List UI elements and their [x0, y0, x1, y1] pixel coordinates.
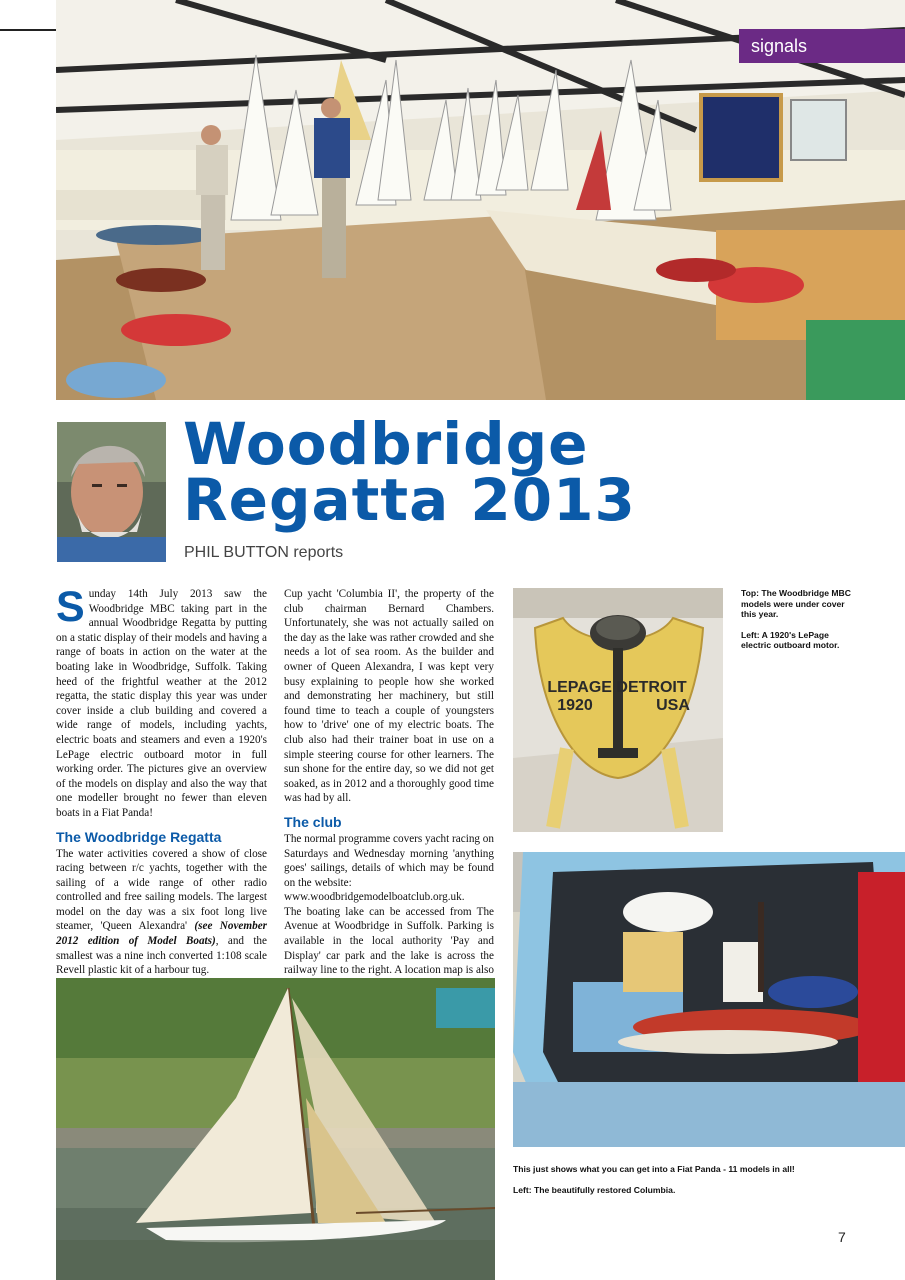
outboard-motor-photo	[513, 588, 723, 832]
caption-panda: This just shows what you can get into a Fiat Panda - 11 models in all!	[513, 1164, 795, 1174]
drop-cap: S	[56, 583, 85, 631]
motor-sign-country: USA	[656, 697, 690, 714]
caption-left-motor: Left: A 1920's LePage electric outboard motor.	[741, 629, 840, 650]
author-portrait	[57, 422, 166, 562]
title-line-1: Woodbridge	[183, 410, 589, 478]
fiat-panda-photo	[513, 852, 905, 1147]
section-tab: signals	[739, 29, 905, 63]
top-rule	[0, 29, 56, 31]
column-1	[56, 583, 268, 1007]
page-number: 7	[838, 1229, 846, 1245]
motor-sign-year: 1920	[557, 697, 593, 714]
club-website-link[interactable]: www.woodbridgemodelboatclub.org.uk.	[284, 891, 465, 904]
byline: PHIL BUTTON reports	[184, 544, 344, 561]
programme-paragraph: The normal programme covers yacht racing on Saturdays and Wednesday morning 'anything goes' sailings, details of which may be found on the website:	[284, 832, 494, 889]
caption-columbia: Left: The beautifully restored Columbia.	[513, 1184, 676, 1195]
column-2	[284, 587, 494, 1007]
article-title	[183, 410, 823, 534]
heading-woodbridge-regatta: The Woodbridge Regatta	[56, 828, 222, 845]
motor-sign-line-1: LEPAGE DETROIT	[547, 679, 687, 696]
captions-top	[741, 588, 851, 661]
intro-paragraph	[56, 583, 267, 821]
access-paragraph: The boating lake can be accessed from The Avenue at Woodbridge in Suffolk. Parking is available in the local authority 'Pay and Display' car park and the lake is across the railway line to the right. A location map is also	[284, 905, 494, 1007]
title-line-2: Regatta 2013	[183, 466, 636, 534]
magazine-reference: (see November 2012 edition of Model Boats)	[56, 920, 268, 948]
intro-text: unday 14th July 2013 saw the Woodbridge MBC taking part in the annual Woodbridge Regatta by putting on a static display of their models and having a range of boats in action on the water at the boating lake in Woodbridge, Suffolk. Taking heed of the frightful weather at the 2012 regatta, the static display this year was under cover inside a club building and covered a wide range of models, including yachts, electric boats and steamers and even a 1920's LePage electric outboard motor in full working order. The pictures give an overview of the models on display and also the way that one modeller brought no fewer than eleven boats in a Fiat Panda!	[56, 588, 267, 819]
columbia-yacht-photo	[56, 978, 495, 1280]
captions-bottom	[513, 1164, 893, 1205]
heading-the-club: The club	[284, 813, 342, 830]
caption-top: Top: The Woodbridge MBC models were under cover this year.	[741, 588, 851, 619]
columbia-paragraph: Cup yacht 'Columbia II', the property of the club chairman Bernard Chambers. Unfortunately, she was not actually sailed on the day as the lake was rather crowded and she needs a lot of sea room. As the builder and owner of Queen Alexandra, I was kept very busy explaining to people how she worked and demonstrating her machinery, but still found time to teach a couple of youngsters how to 'drive' one of my electric boats. The club also had their trainer boat in use on a simple steering course for other learners. The sun shone for the entire day, so we did not get soaked, as in 2012 and a thoroughly good time was had by all.	[284, 588, 494, 805]
regatta-paragraph: The water activities covered a show of close racing between r/c yachts, together with the sailing of a wide range of other radio controlled and free sailing models. The largest model on the day was a six foot long live steamer, 'Queen Alexandra' (see November 2012 edition of Model Boats), and the smallest was a nine inch converted 1:108 scale Revell plastic kit of a harbour tug.	[56, 847, 268, 977]
